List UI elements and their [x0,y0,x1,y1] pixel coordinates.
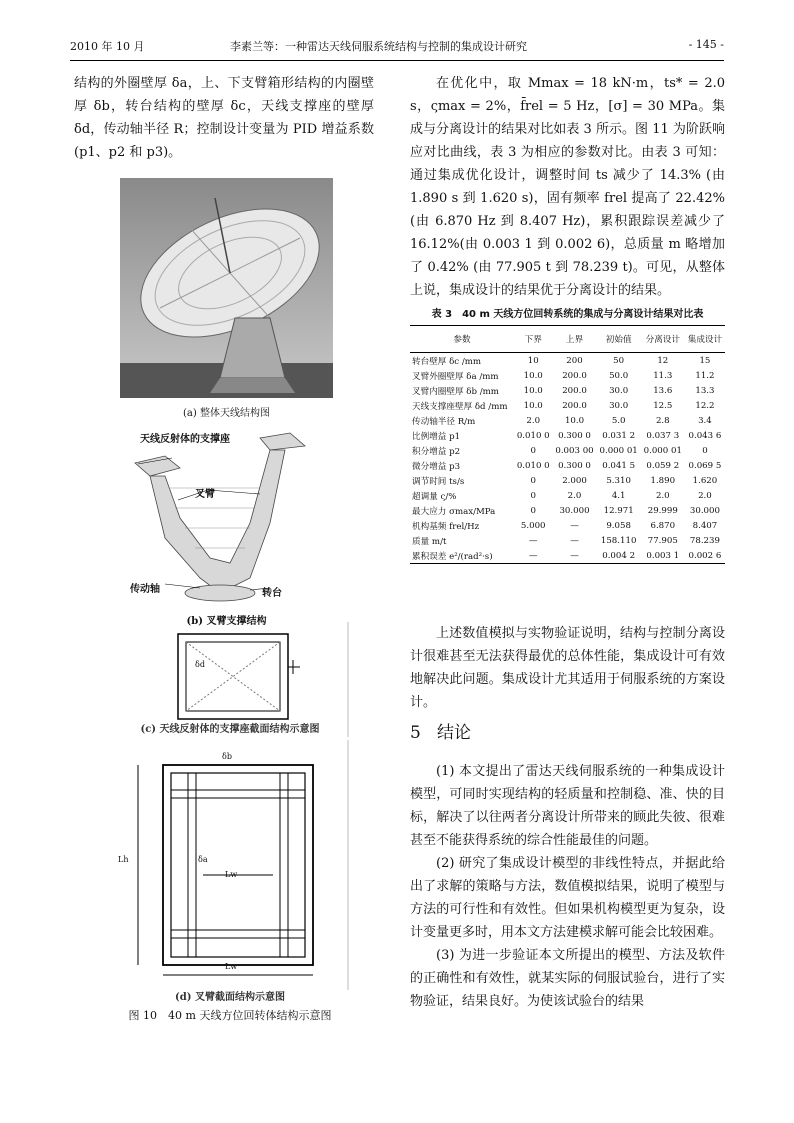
table-header-cell: 上界 [552,326,596,353]
table-header-cell: 下界 [514,326,552,353]
table-row [410,443,725,458]
parameter-name-cell: 转台壁厚 δc /mm [412,356,482,367]
parameter-name-cell: 质量 m/t [412,536,447,547]
table-row [410,428,725,443]
value-cell: 2.0 [567,490,582,501]
dimension-lw-outer: Lw [225,962,238,971]
antenna-photo [120,178,333,398]
parameter-name-cell: 累积误差 e²/(rad²·s) [410,548,514,564]
value-cell: 13.3 [695,385,715,396]
value-cell: 0 [530,445,536,456]
value-cell: 78.239 [689,535,720,546]
value-cell: 10.0 [523,400,543,411]
table-row [410,473,725,488]
value-cell: 5.310 [606,475,631,486]
value-cell: 77.905 [647,535,678,546]
section-title: 结论 [437,723,472,743]
header-date: 2010 年 10 月 [70,40,145,53]
value-cell: 0.037 3 [646,430,680,441]
value-cell: — [528,535,538,546]
table-row [410,518,725,533]
value-cell: 2.0 [526,415,541,426]
dimension-delta-b: δb [222,752,232,761]
value-cell: 30.000 [689,505,720,516]
value-cell: 12 [657,355,669,366]
value-cell: 0 [530,475,536,486]
value-cell: 0 [702,445,708,456]
table-row [410,488,725,503]
conclusion-1: (1) 本文提出了雷达天线伺服系统的一种集成设计模型，可同时实现结构的轻质量和控制稳、准、快的目标，解决了以往两者分离设计所带来的顾此失彼、很难甚至不能获得系统的综合性能最佳的问题。 [410,764,725,848]
value-cell: 6.870 [650,520,676,531]
value-cell: 8.407 [692,520,718,531]
value-cell: 30.000 [559,505,590,516]
value-cell: 0.010 0 [516,430,550,441]
value-cell: 0.003 1 [641,548,685,564]
parameter-name-cell: 比例增益 p1 [412,431,461,442]
value-cell: 200.0 [562,400,587,411]
value-cell: — [570,520,579,531]
value-cell: 0.300 0 [558,460,591,471]
figure-c-caption: (c) 天线反射体的支撑座截面结构示意图 [140,724,320,735]
right-column-text [410,72,725,302]
value-cell: 2.0 [655,490,670,501]
parameter-name-cell: 天线支撑座壁厚 δd /mm [412,401,508,412]
value-cell: 1.620 [692,475,718,486]
label-support-seat: 天线反射体的支撑座 [140,434,230,445]
left-column-text [74,72,374,164]
value-cell: 9.058 [606,520,631,531]
value-cell: 0.000 01 [643,445,682,456]
figure-b-caption: (b) 叉臂支撑结构 [186,616,267,627]
table-header-cell: 集成设计 [685,326,725,353]
parameter-name-cell: 叉臂外圈壁厚 δa /mm [412,371,499,382]
label-yoke-arm: 叉臂 [195,489,215,500]
optimization-paragraph: 在优化中，取 Mmax = 18 kN·m，ts* = 2.0 s，ςmax = 2%，f̄rel = 5 Hz，[σ] = 30 MPa。集成与分离设计的结果对比如表 3 所示。图 11 为阶跃响应对比曲线，表 3 为相应的参数对比。由表 3 可知：通过集成优化设计，调整时间 ts 减少了 14.3% (由 1.890 s 到 1.620 s)，固有频率 frel 提高了 22.42% (由 6.870 Hz 到 8.407 Hz)，累积跟踪误差减少了 16.12%(由 0.003 1 到 0.002 6)，总质量 m 略增加了 0.42% (由 77.905 t 到 78.239 t)。可见，从整体上说，集成设计的结果优于分离设计的结果。 [410,76,725,298]
parameter-name-cell: 机构基频 frel/Hz [412,521,480,532]
value-cell: — [552,548,596,564]
left-paragraph: 结构的外圈壁厚 δa，上、下支臂箱形结构的内圈壁厚 δb，转台结构的壁厚 δc，天线支撑座的壁厚 δd，传动轴半径 R；控制设计变量为 PID 增益系数(p1、p2 和 p3)。 [74,76,374,160]
table-header-row [410,326,725,353]
parameter-name-cell: 最大应力 σmax/MPa [412,506,496,517]
value-cell: 0.043 6 [688,430,722,441]
table-row [410,368,725,383]
value-cell: 2.0 [698,490,712,501]
table-header-cell: 分离设计 [641,326,685,353]
table-row [410,353,725,369]
parameter-name-cell: 传动轴半径 R/m [412,416,476,427]
value-cell: 1.890 [650,475,676,486]
table-body [410,353,725,564]
summary-text [410,622,725,714]
value-cell: 30.0 [609,400,629,411]
label-drive-shaft: 传动轴 [130,584,160,595]
value-cell: 0 [530,490,536,501]
yoke-section-diagram [108,740,352,990]
header-rule [70,60,724,61]
table-row [410,548,725,564]
parameter-name-cell: 超调量 ς/% [412,491,457,502]
conclusion-3: (3) 为进一步验证本文所提出的模型、方法及软件的正确性和有效性，就某实际的伺服试验台，进行了实物验证，结果良好。为使该试验台的结果 [410,948,725,1009]
table-row [410,383,725,398]
value-cell: 2.8 [655,415,670,426]
value-cell: 30.0 [609,385,629,396]
value-cell: 4.1 [611,490,626,501]
value-cell: 200 [566,355,583,366]
table-header-cell: 参数 [410,326,514,353]
figure-10-caption: 图 10 40 m 天线方位回转体结构示意图 [128,1009,332,1022]
value-cell: 0.300 0 [558,430,591,441]
section-number: 5 [410,723,421,743]
table-row [410,413,725,428]
value-cell: 12.2 [695,400,715,411]
conclusions [410,760,725,1013]
parameter-name-cell: 微分增益 p3 [412,461,461,472]
value-cell: 11.2 [695,370,715,381]
value-cell: 10.0 [523,385,543,396]
table-row [410,458,725,473]
value-cell: 158.110 [600,535,637,546]
value-cell: 0.010 0 [516,460,550,471]
table-header-cell: 初始值 [597,326,641,353]
value-cell: — [514,548,552,564]
dimension-lw: Lw [225,870,238,879]
table-row [410,533,725,548]
parameter-name-cell: 叉臂内圈壁厚 δb /mm [412,386,499,397]
value-cell: 29.999 [647,505,678,516]
label-turntable: 转台 [262,588,282,599]
value-cell: 0.041 5 [602,460,636,471]
value-cell: 2.000 [562,475,587,486]
value-cell: 0.003 00 [555,445,594,456]
value-cell: 5.000 [520,520,546,531]
value-cell: 0 [530,505,536,516]
value-cell: 12.5 [653,400,673,411]
value-cell: 0.059 2 [646,460,680,471]
value-cell: 3.4 [698,415,712,426]
header-page-number: - 145 - [688,38,724,51]
value-cell: 50 [613,355,625,366]
header-title: 李素兰等：一种雷达天线伺服系统结构与控制的集成设计研究 [230,40,527,53]
value-cell: 200.0 [562,370,587,381]
value-cell: 0.031 2 [602,430,636,441]
value-cell: 10.0 [523,370,543,381]
value-cell: 12.971 [603,505,634,516]
table-row [410,503,725,518]
figure-d-caption: (d) 叉臂截面结构示意图 [175,992,285,1003]
parameter-name-cell: 积分增益 p2 [412,446,461,457]
value-cell: 11.3 [653,370,673,381]
figure-a-caption: (a) 整体天线结构图 [183,408,270,419]
dimension-lh: Lh [118,855,129,864]
parameter-name-cell: 调节时间 ts/s [412,476,465,487]
dimension-delta-d: δd [195,660,205,669]
value-cell: 0.004 2 [597,548,641,564]
value-cell: 0.069 5 [688,460,722,471]
table-3-caption: 表 3 40 m 天线方位回转系统的集成与分离设计结果对比表 [431,309,704,320]
value-cell: 50.0 [609,370,629,381]
table-3 [410,325,725,564]
section-heading [410,718,471,743]
dimension-delta-a: δa [198,855,208,864]
value-cell: 0.002 6 [685,548,725,564]
value-cell: 5.0 [611,415,626,426]
value-cell: 10 [527,355,539,366]
value-cell: 0.000 01 [599,445,638,456]
value-cell: 10.0 [564,415,585,426]
running-header [70,38,724,54]
value-cell: 200.0 [562,385,587,396]
value-cell: — [570,535,579,546]
table-row [410,398,725,413]
conclusion-2: (2) 研究了集成设计模型的非线性特点，并据此给出了求解的策略与方法，数值模拟结果，说明了模型与方法的可行性和有效性。但如果机构模型更为复杂，设计变量更多时，用本文方法建模求解可能会比较困难。 [410,856,725,940]
value-cell: 15 [699,355,711,366]
summary-paragraph: 上述数值模拟与实物验证说明，结构与控制分离设计很难甚至无法获得最优的总体性能，集成设计可有效地解决此问题。集成设计尤其适用于伺服系统的方案设计。 [410,626,725,710]
value-cell: 13.6 [653,385,673,396]
